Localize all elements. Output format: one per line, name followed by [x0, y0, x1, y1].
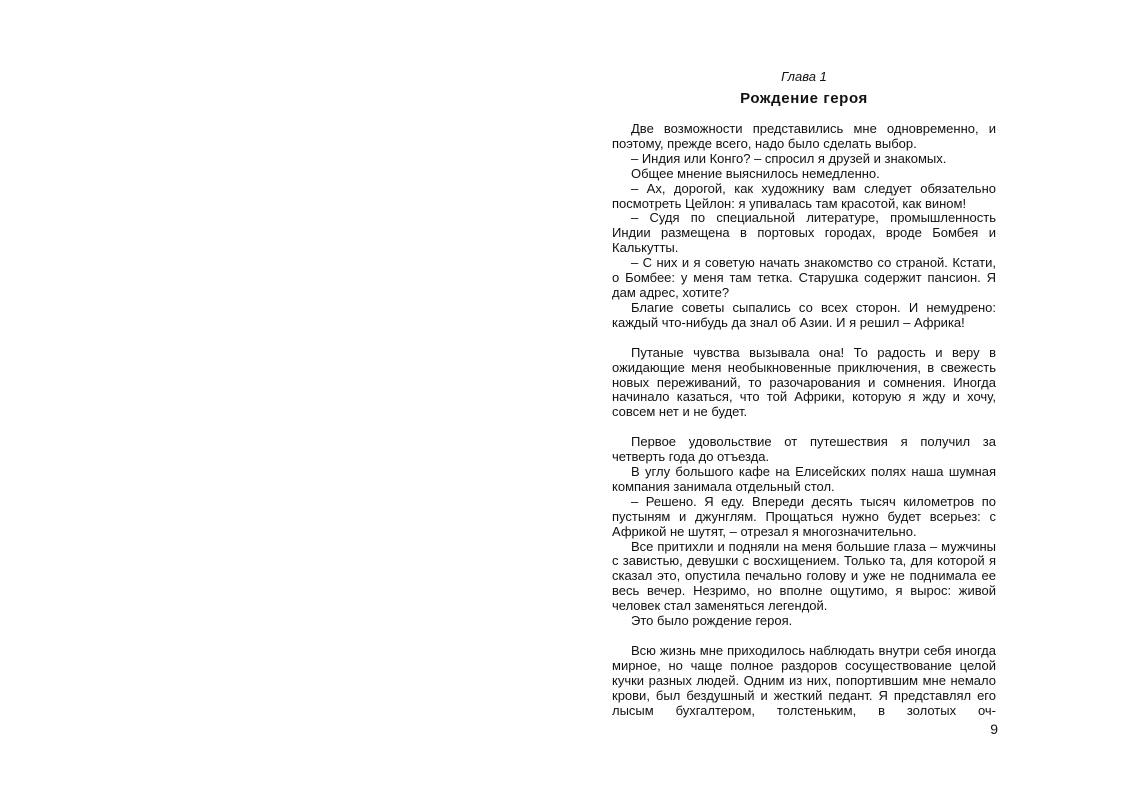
paragraph: Общее мнение выяснилось немедленно. — [631, 165, 880, 181]
paragraph: – Индия или Конго? – спросил я друзей и знакомых. — [631, 150, 947, 166]
chapter-title: Рождение героя — [740, 90, 868, 107]
body-text — [612, 122, 996, 719]
paragraph: Это было рождение героя. — [631, 613, 793, 629]
paragraph: В углу большого кафе на Елисейских полях наша шумная компания занимала отдельный стол. — [612, 464, 996, 494]
paragraph: Все притихли и подняли на меня большие глаза – мужчины с завистью, девушки с восхищением. Только та, для которой я сказал это, опустила печально голову и уже не поднимала ее весь вечер. Незримо, но вполне ощутимо, я вырос: живой человек стал заменяться легендой. — [612, 538, 996, 614]
paragraph: – Ах, дорогой, как художнику вам следует обязательно посмотреть Цейлон: я упивалась там красотой, как вином! — [612, 180, 996, 211]
paragraph: – Решено. Я еду. Впереди десять тысяч километров по пустыням и джунглям. Прощаться нужно будет всерьез: с Африкой не шутят, – отрезал я многозначительно. — [612, 493, 996, 539]
paragraph: Путаные чувства вызывала она! То радость и веру в ожидающие меня необыкновенные приключения, в свежесть новых переживаний, то разочарования и сомнения. Иногда начинало казаться, что той Африки, которую я жду и хочу, совсем нет и не будет. — [612, 344, 996, 420]
paragraph: – Судя по специальной литературе, промышленность Индии размещена в портовых городах, вроде Бомбея и Калькутты. — [612, 210, 996, 256]
page-number: 9 — [990, 721, 998, 737]
paragraph: Две возможности представились мне одновременно, и поэтому, прежде всего, надо было сделать выбор. — [612, 121, 996, 151]
paragraph: Всю жизнь мне приходилось наблюдать внутри себя иногда мирное, но чаще полное раздоров сосуществование целой кучки разных людей. Одним из них, попортившим мне немало крови, был бездушный и жесткий педант. Я представлял его лысым бухгалтером, толстеньким, в золотых оч- — [612, 643, 996, 718]
chapter-label: Глава 1 — [781, 69, 827, 84]
paragraph: – С них и я советую начать знакомство со страной. Кстати, о Бомбее: у меня там тетка. Старушка содержит пансион. Я дам адрес, хотите? — [612, 255, 996, 300]
paragraph: Благие советы сыпались со всех сторон. И немудрено: каждый что-нибудь да знал об Азии. И я решил – Африка! — [612, 299, 996, 330]
paragraph: Первое удовольствие от путешествия я получил за четверть года до отъезда. — [612, 434, 996, 465]
